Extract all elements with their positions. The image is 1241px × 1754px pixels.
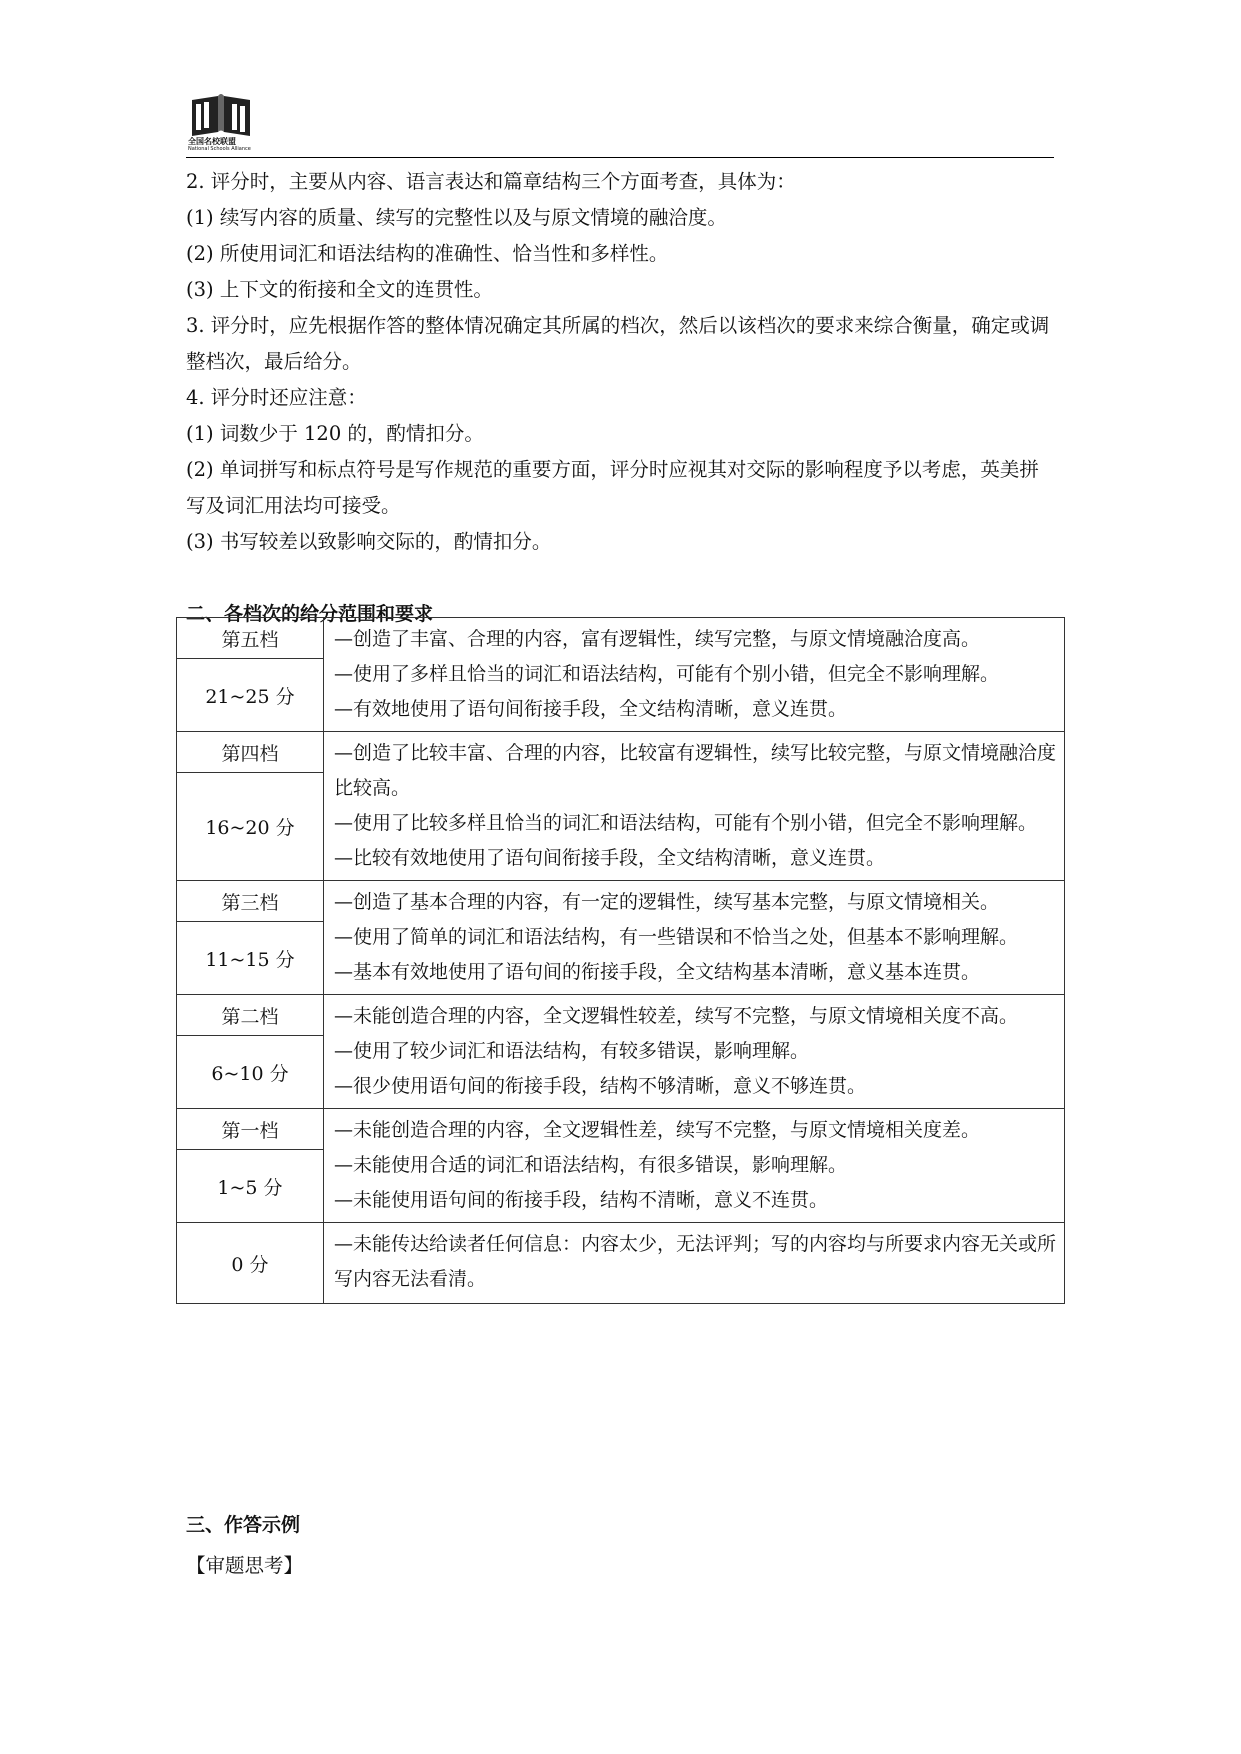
criteria-item-4: 4. 评分时还应注意： [186,386,367,409]
header-rule [186,157,1054,158]
grade-line: —使用了简单的词汇和语法结构，有一些错误和不恰当之处，但基本不影响理解。 [334,926,1019,948]
bracket-heading: 【审题思考】 [186,1554,304,1577]
grade-score: 11~15 分 [177,922,324,995]
grade-line: —未能创造合理的内容，全文逻辑性较差，续写不完整，与原文情境相关度不高。 [334,1005,1019,1027]
grade-line: —创造了比较丰富、合理的内容，比较富有逻辑性，续写比较完整，与原文情境融洽度比较高。 [334,742,1057,799]
criteria-item-2-3: (3) 上下文的衔接和全文的连贯性。 [186,278,493,301]
criteria-item-4-3: (3) 书写较差以致影响交际的，酌情扣分。 [186,530,552,553]
grade-line: —使用了比较多样且恰当的词汇和语法结构，可能有个别小错，但完全不影响理解。 [334,812,1038,834]
grade-line: —未能创造合理的内容，全文逻辑性差，续写不完整，与原文情境相关度差。 [334,1119,981,1141]
grade-name: 第一档 [177,1109,324,1150]
grade-name: 第三档 [177,881,324,922]
criteria-item-2-1: (1) 续写内容的质量、续写的完整性以及与原文情境的融洽度。 [186,206,727,229]
criteria-item-4-1: (1) 词数少于 120 的，酌情扣分。 [186,422,484,445]
grade-description: —未能传达给读者任何信息：内容太少，无法评判；写的内容均与所要求内容无关或所写内容无法看清。 [324,1223,1065,1304]
criteria-item-2-2: (2) 所使用词汇和语法结构的准确性、恰当性和多样性。 [186,242,669,265]
grade-score: 0 分 [177,1223,324,1304]
grade-description [324,1109,1065,1223]
grade-line: —有效地使用了语句间衔接手段，全文结构清晰，意义连贯。 [334,698,848,720]
logo-cn-text: 全国名校联盟 [188,137,236,146]
grade-score: 16~20 分 [177,773,324,881]
grade-description [324,732,1065,881]
grade-description [324,881,1065,995]
grade-name: 第五档 [177,618,324,659]
scoring-criteria [186,164,1056,632]
grade-line: —创造了基本合理的内容，有一定的逻辑性，续写基本完整，与原文情境相关。 [334,891,1000,913]
grade-description [324,618,1065,732]
grade-line: —比较有效地使用了语句间衔接手段，全文结构清晰，意义连贯。 [334,847,886,869]
grade-name: 第四档 [177,732,324,773]
grade-score: 1~5 分 [177,1150,324,1223]
grade-line: —很少使用语句间的衔接手段，结构不够清晰，意义不够连贯。 [334,1075,867,1097]
grade-line: —创造了丰富、合理的内容，富有逻辑性，续写完整，与原文情境融洽度高。 [334,628,981,650]
grade-description [324,995,1065,1109]
grade-line: —未能使用语句间的衔接手段，结构不清晰，意义不连贯。 [334,1189,829,1211]
grade-table [176,617,1065,1304]
grade-name: 第二档 [177,995,324,1036]
grade-score: 6~10 分 [177,1036,324,1109]
criteria-item-2: 2. 评分时，主要从内容、语言表达和篇章结构三个方面考查，具体为： [186,170,796,193]
criteria-item-3: 3. 评分时，应先根据作答的整体情况确定其所属的档次，然后以该档次的要求来综合衡量，确定或调整档次，最后给分。 [186,314,1050,373]
grade-line: —未能使用合适的词汇和语法结构，有很多错误，影响理解。 [334,1154,848,1176]
grade-score: 21~25 分 [177,659,324,732]
grade-line: —使用了多样且恰当的词汇和语法结构，可能有个别小错，但完全不影响理解。 [334,663,1000,685]
logo-en-text: National Schools Alliance [188,146,251,152]
criteria-item-4-2: (2) 单词拼写和标点符号是写作规范的重要方面，评分时应视其对交际的影响程度予以考虑，英美拼写及词汇用法均可接受。 [186,458,1039,517]
section-3-title: 三、作答示例 [186,1514,301,1536]
grade-line: —基本有效地使用了语句间的衔接手段，全文结构基本清晰，意义基本连贯。 [334,961,981,983]
book-icon [188,92,254,138]
grade-line: —使用了较少词汇和语法结构，有较多错误，影响理解。 [334,1040,810,1062]
section-2-title: 二、各档次的给分范围和要求 [186,603,434,625]
